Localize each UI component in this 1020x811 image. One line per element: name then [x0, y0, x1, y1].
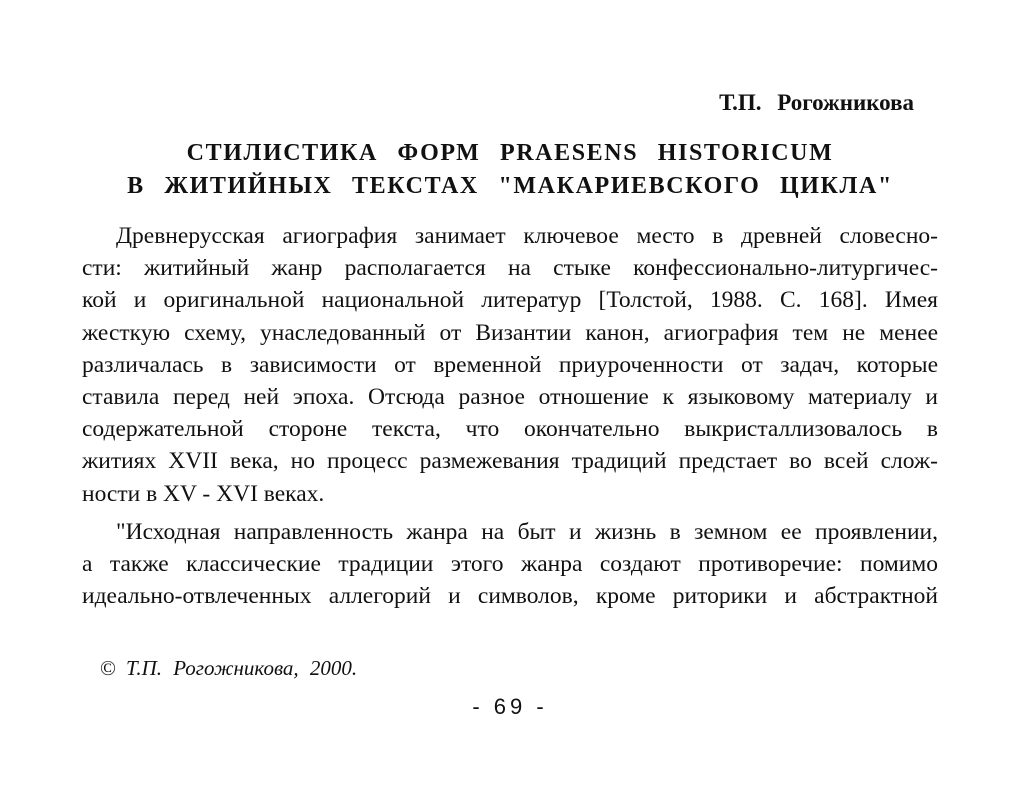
copyright-icon: © — [100, 656, 116, 680]
article-body — [82, 220, 938, 618]
author-name: Т.П. Рогожникова — [719, 90, 914, 115]
text-line: кой и оригинальной национальной литератур [Толстой, 1988. С. 168]. Имея — [82, 287, 938, 314]
text-line: а также классические традиции этого жанра создают противоречие: помимо — [82, 551, 938, 578]
text-line: идеально-отвлеченных аллегорий и символов, кроме риторики и абстрактной — [82, 583, 938, 610]
paragraph-2 — [82, 516, 938, 613]
text-line: "Исходная направленность жанра на быт и жизнь в земном ее проявлении, — [116, 518, 938, 545]
text-line: ставила перед ней эпоха. Отсюда разное отношение к языковому материалу и — [82, 384, 938, 411]
text-line: житиях XVII века, но процесс размежевания традиций предстает во всей слож- — [82, 448, 938, 475]
article-title-line-1: СТИЛИСТИКА ФОРМ PRAESENS HISTORICUM — [186, 140, 834, 166]
page-number: - 69 - — [472, 694, 548, 719]
article-title-line-2: В ЖИТИЙНЫХ ТЕКСТАХ "МАКАРИЕВСКОГО ЦИКЛА" — [127, 173, 893, 199]
text-line: Древнерусская агиография занимает ключевое место в древней словесно- — [116, 223, 938, 249]
copyright-text: Т.П. Рогожникова, 2000. — [125, 656, 358, 680]
copyright-notice — [100, 656, 357, 681]
text-line: содержательной стороне текста, что окончательно выкристаллизовалось в — [82, 416, 938, 443]
text-line: различалась в зависимости от временной приуроченности от задач, которые — [82, 351, 938, 378]
text-line: сти: житийный жанр располагается на стыке конфессионально-литургичес- — [82, 255, 938, 282]
text-line: жесткую схему, унаследованный от Византии канон, агиография тем не менее — [82, 319, 938, 346]
paragraph-1 — [82, 220, 938, 510]
text-line: ности в XV - XVI веках. — [82, 480, 325, 507]
